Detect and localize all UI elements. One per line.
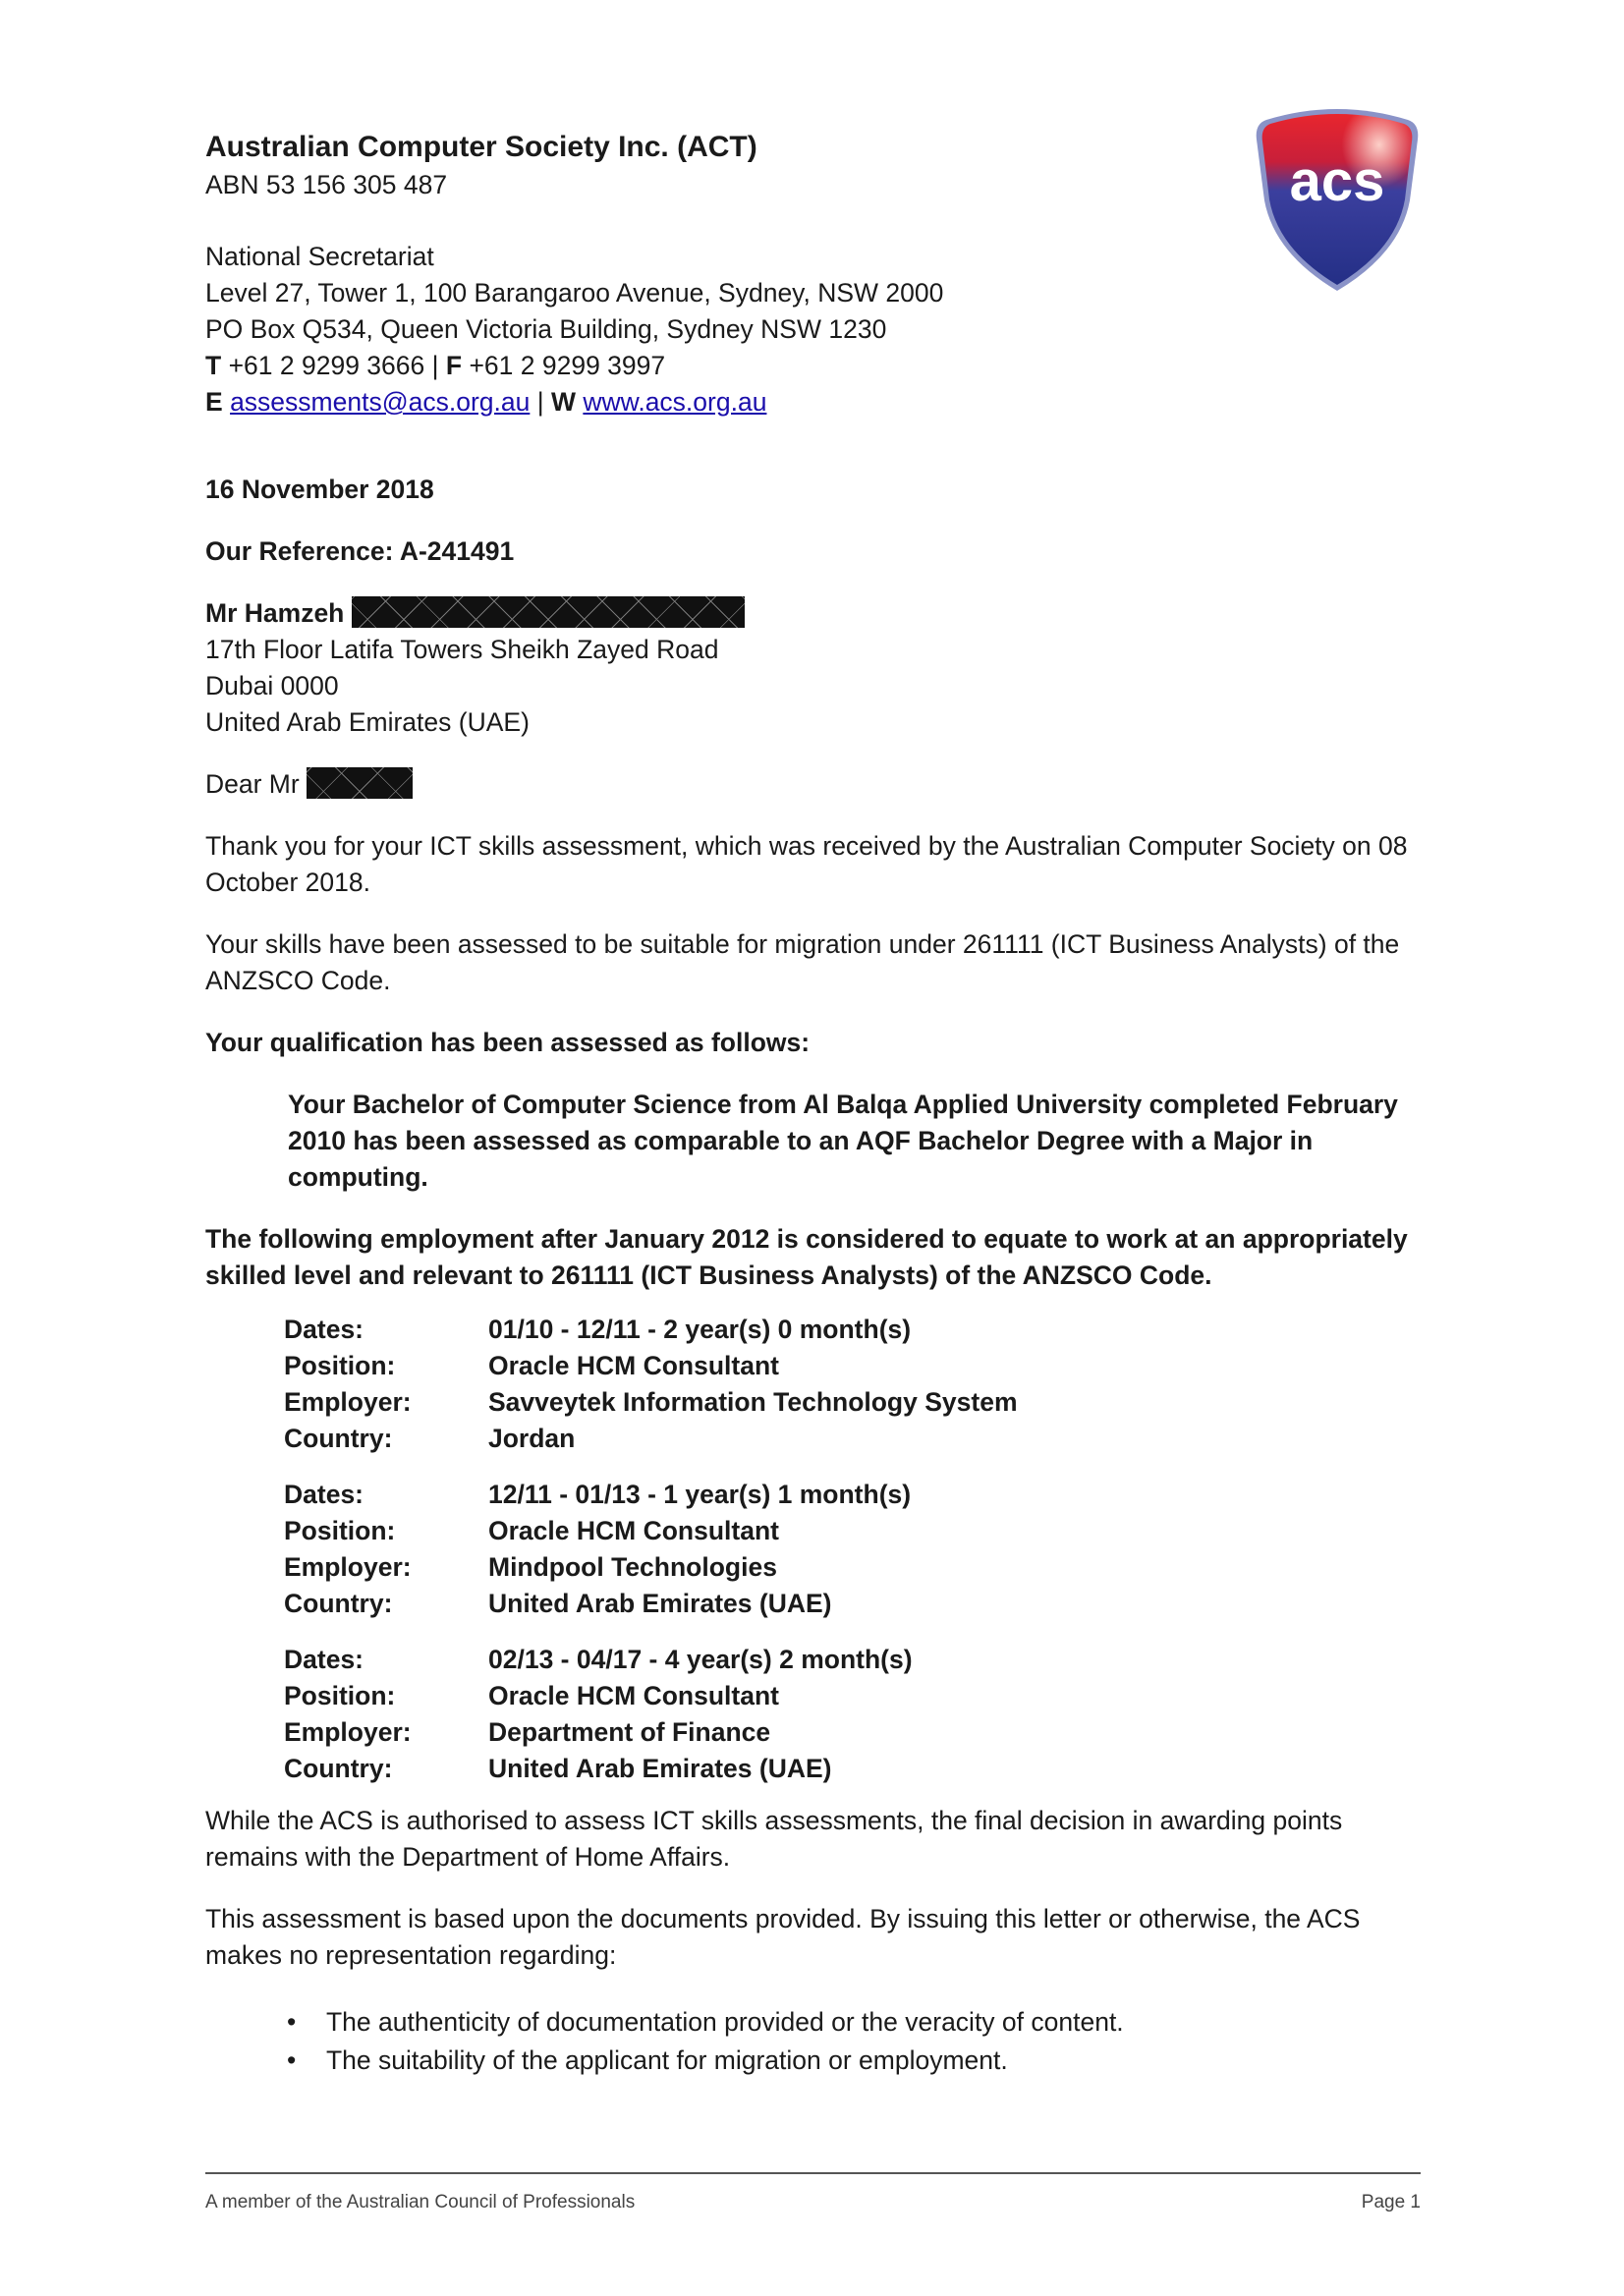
logo-text: acs (1289, 149, 1385, 213)
employment-dates: 02/13 - 04/17 - 4 year(s) 2 month(s) (488, 1645, 913, 1674)
letter-date: 16 November 2018 (205, 475, 434, 504)
recipient-address-line: 17th Floor Latifa Towers Sheikh Zayed Road (205, 635, 719, 664)
bullet-list (205, 2003, 1424, 2080)
dates-label: Dates: (284, 1315, 364, 1344)
abn: ABN 53 156 305 487 (205, 170, 448, 199)
employment-position: Oracle HCM Consultant (488, 1351, 779, 1380)
position-label: Position: (284, 1516, 396, 1545)
phone-label: T (205, 351, 222, 380)
email-link[interactable]: assessments@acs.org.au (230, 387, 531, 417)
recipient-address-line: Dubai 0000 (205, 671, 339, 700)
employment-country: Jordan (488, 1424, 576, 1453)
website-link[interactable]: www.acs.org.au (583, 387, 767, 417)
page-number: Page 1 (1361, 2192, 1421, 2212)
recipient-address-line: United Arab Emirates (UAE) (205, 707, 530, 737)
employment-country: United Arab Emirates (UAE) (488, 1754, 832, 1783)
redaction-block (352, 596, 745, 628)
phone-number: +61 2 9299 3666 (228, 351, 425, 380)
list-item: • The suitability of the applicant for migration or employment. (326, 2042, 1424, 2080)
paragraph: This assessment is based upon the documents provided. By issuing this letter or otherwise, the ACS makes no representation regarding: (205, 1904, 1361, 1970)
employment-employer: Mindpool Technologies (488, 1552, 777, 1582)
paragraph: While the ACS is authorised to assess ICT skills assessments, the final decision in awarding points remains with the Department of Home Affairs. (205, 1806, 1343, 1872)
employment-dates: 01/10 - 12/11 - 2 year(s) 0 month(s) (488, 1315, 912, 1344)
employment-heading: The following employment after January 2012 is considered to equate to work at an appropriately skilled level and relevant to 261111 (ICT Business Analysts) of the ANZSCO Code. (205, 1224, 1408, 1290)
paragraph: Your skills have been assessed to be suitable for migration under 261111 (ICT Business Analysts) of the ANZSCO Code. (205, 929, 1400, 995)
fax-number: +61 2 9299 3997 (469, 351, 666, 380)
footer-divider (205, 2172, 1421, 2174)
salutation-line (205, 766, 1424, 803)
qualification-text: Your Bachelor of Computer Science from Al Balqa Applied University completed February 2010 has been assessed as comparable to an AQF Bachelor Degree with a Major in computing. (288, 1090, 1398, 1192)
letter-body (205, 128, 1424, 2080)
country-label: Country: (284, 1754, 393, 1783)
org-name: Australian Computer Society Inc. (ACT) (205, 131, 757, 163)
fax-label: F (445, 351, 463, 380)
employment-employer: Department of Finance (488, 1717, 771, 1747)
redaction-block (307, 767, 413, 799)
address-line-2: PO Box Q534, Queen Victoria Building, Sydney NSW 1230 (205, 314, 887, 344)
country-label: Country: (284, 1424, 393, 1453)
dates-label: Dates: (284, 1645, 364, 1674)
employer-label: Employer: (284, 1552, 412, 1582)
recipient-name: Mr Hamzeh (205, 598, 345, 628)
address-line-1: Level 27, Tower 1, 100 Barangaroo Avenue, Sydney, NSW 2000 (205, 278, 944, 308)
qualification-heading: Your qualification has been assessed as follows: (205, 1028, 811, 1057)
employment-entry (284, 1312, 1424, 1457)
department: National Secretariat (205, 242, 434, 271)
employment-position: Oracle HCM Consultant (488, 1681, 779, 1710)
employment-position: Oracle HCM Consultant (488, 1516, 779, 1545)
separator: | (431, 351, 439, 380)
employer-label: Employer: (284, 1717, 412, 1747)
country-label: Country: (284, 1589, 393, 1618)
email-label: E (205, 387, 223, 417)
separator: | (536, 387, 544, 417)
employer-label: Employer: (284, 1387, 412, 1417)
salutation: Dear Mr (205, 769, 300, 799)
dates-label: Dates: (284, 1480, 364, 1509)
employment-employer: Savveytek Information Technology System (488, 1387, 1018, 1417)
list-item: • The authenticity of documentation provided or the veracity of content. (326, 2003, 1424, 2042)
position-label: Position: (284, 1681, 396, 1710)
contact-line (205, 384, 1424, 420)
sender-block (205, 128, 1424, 420)
recipient-block (205, 595, 1424, 741)
employment-entry (284, 1642, 1424, 1787)
footer-text: A member of the Australian Council of Professionals (205, 2192, 636, 2212)
phone-line (205, 348, 1424, 384)
web-label: W (550, 387, 576, 417)
paragraph: Thank you for your ICT skills assessment, which was received by the Australian Computer Society on 08 October 2018. (205, 831, 1408, 897)
reference-number: Our Reference: A-241491 (205, 536, 515, 566)
employment-dates: 12/11 - 01/13 - 1 year(s) 1 month(s) (488, 1480, 912, 1509)
employment-country: United Arab Emirates (UAE) (488, 1589, 832, 1618)
position-label: Position: (284, 1351, 396, 1380)
employment-entry (284, 1477, 1424, 1622)
